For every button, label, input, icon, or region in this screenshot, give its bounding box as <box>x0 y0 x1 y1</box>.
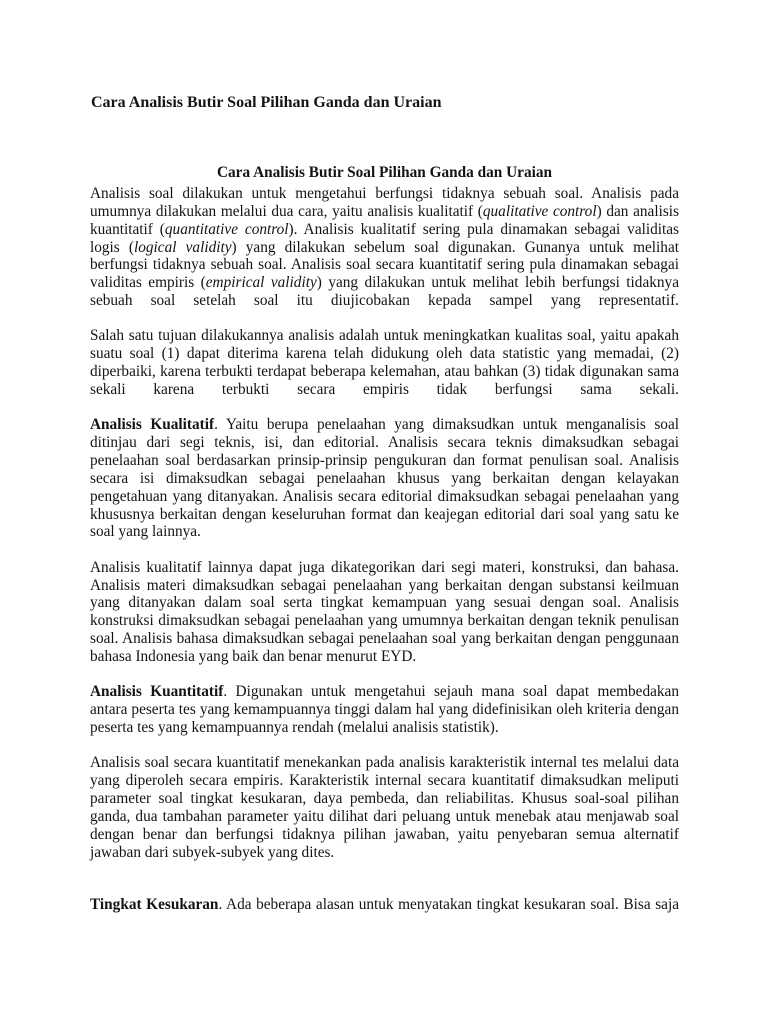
section-title: Cara Analisis Butir Soal Pilihan Ganda dan Uraian <box>216 164 553 181</box>
paragraph-text: Salah satu tujuan dilakukannya analisis adalah untuk meningkatkan kualitas soal, yaitu apakah suatu soal (1) dapat diterima karena telah didukung oleh data statistic yang memadai, (2) diperbaiki, karena terbukti terdapat beberapa kelemahan, atau bahkan (3) tidak digunakan sama sekali karena terbukti secara empiris tidak berfungsi sama sekali. <box>90 327 679 398</box>
paragraph-text: . Ada beberapa alasan untuk menyatakan tingkat kesukaran soal. Bisa saja <box>218 896 679 914</box>
italic-term: empirical validity <box>205 274 317 292</box>
paragraph-qualitative <box>90 416 679 541</box>
italic-term: qualitative control <box>482 202 597 220</box>
paragraph-text: ) yang dilakukan sebelum soal digunakan. Gunanya untuk melihat berfungsi tidaknya sebuah soal. Analisis soal secara kuantitatif sering pula dinamakan sebagai validitas empiris ( <box>90 238 679 292</box>
paragraph-intro <box>90 185 679 310</box>
paragraph-text: Analisis soal secara kuantitatif menekankan pada analisis karakteristik internal tes melalui data yang diperoleh secara empiris. Karakteristik internal secara kuantitatif dimaksudkan meliputi parameter soal tingkat kesukaran, daya pembeda, dan reliabilitas. Khusus soal-soal pilihan ganda, dua tambahan parameter yaitu dilihat dari peluang untuk menebak atau menjawab soal dengan benar dan berfungsi tidaknya pilihan jawaban, yaitu penyebaran semua alternatif jawaban dari subyek-subyek yang dites. <box>90 754 679 861</box>
paragraph-text: ) dan analisis kuantitatif ( <box>90 202 679 238</box>
paragraph-text: . Digunakan untuk mengetahui sejauh mana soal dapat membedakan antara peserta tes yang kemampuannya tinggi dalam hal yang didefinisikan oleh kriteria dengan peserta tes yang kemampuannya rendah (melalui analisis statistik). <box>90 683 679 736</box>
paragraph-text: Analisis soal dilakukan untuk mengetahui berfungsi tidaknya sebuah soal. Analisis pada umumnya dilakukan melalui dua cara, yaitu analisis kualitatif ( <box>90 185 679 220</box>
paragraph-qualitative-categories <box>90 559 679 666</box>
paragraph-text: ) yang dilakukan untuk melihat lebih berfungsi tidaknya sebuah soal setelah soal itu diujicobakan kepada sampel yang representatif. <box>90 274 679 310</box>
bold-term: Tingkat Kesukaran <box>90 896 219 914</box>
document-body <box>90 163 679 914</box>
paragraph-quantitative-detail <box>90 754 679 861</box>
document-title: Cara Analisis Butir Soal Pilihan Ganda dan Uraian <box>91 94 442 111</box>
paragraph-text: ). Analisis kualitatif sering pula dinamakan sebagai validitas logis ( <box>90 220 680 256</box>
bold-term: Analisis Kuantitatif <box>90 683 224 701</box>
paragraph-text: . Yaitu berupa penelaahan yang dimaksudkan untuk menganalisis soal ditinjau dari segi teknis, isi, dan editorial. Analisis secara teknis dimaksudkan sebagai penelaahan soal berdasarkan prinsip-prinsip pengukuran dan format penulisan soal. Analisis secara isi dimaksudkan sebagai penelaahan khusus yang berkaitan dengan kelayakan pengetahuan yang ditanyakan. Analisis secara editorial dimaksudkan sebagai penelaahan yang khususnya berkaitan dengan keseluruhan format dan keajegan editorial dari soal yang satu ke soal yang lainnya. <box>90 416 679 541</box>
italic-term: quantitative control <box>164 220 289 238</box>
paragraph-difficulty <box>90 896 679 914</box>
bold-term: Analisis Kualitatif <box>90 416 215 434</box>
paragraph-purpose <box>90 327 679 398</box>
italic-term: logical validity <box>134 238 232 256</box>
paragraph-text: Analisis kualitatif lainnya dapat juga dikategorikan dari segi materi, konstruksi, dan bahasa. Analisis materi dimaksudkan sebagai penelaahan yang berkaitan dengan substansi keilmuan yang ditanyakan dalam soal serta tingkat kemampuan yang sesuai dengan soal. Analisis konstruksi dimaksudkan sebagai penelaahan yang umumnya berkaitan dengan teknik penulisan soal. Analisis bahasa dimaksudkan sebagai penelaahan soal yang berkaitan dengan penggunaan bahasa Indonesia yang baik dan benar menurut EYD. <box>90 558 679 665</box>
paragraph-quantitative <box>90 683 679 737</box>
